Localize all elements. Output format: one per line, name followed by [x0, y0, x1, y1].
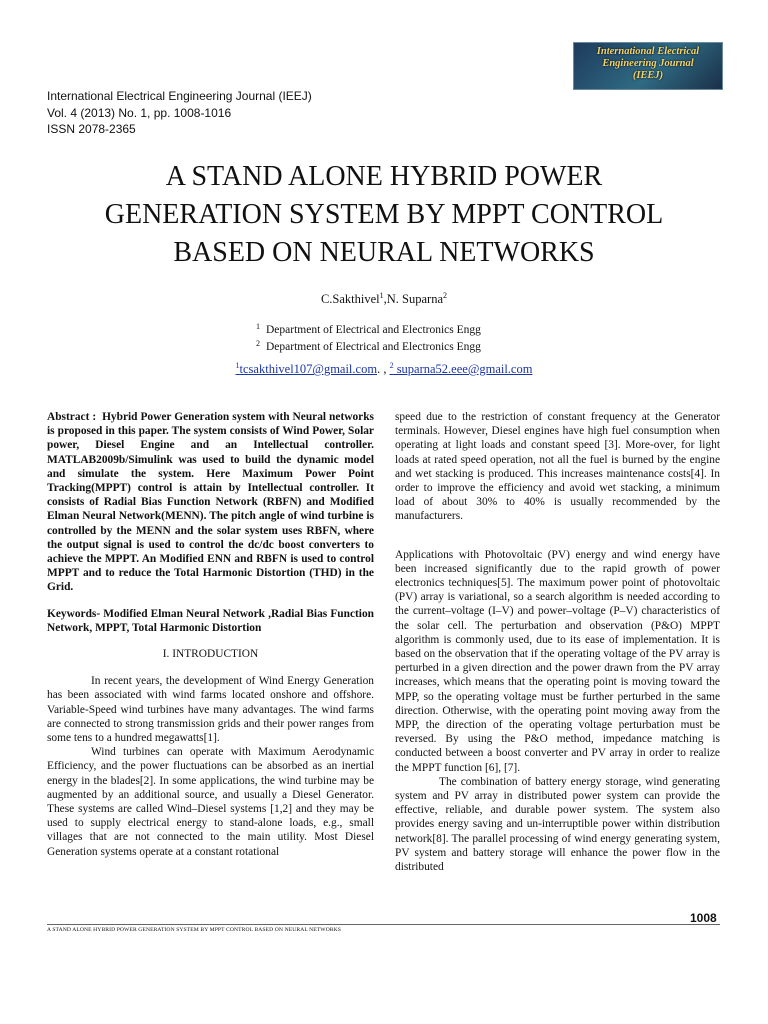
intro-paragraph-1: In recent years, the development of Wind Energy Generation has been associated with wind farms located onshore and offshore. Variable-Speed wind turbines have many advantages. The wind farms are connected to strong transmission grids and their power ranges from some tens to a hundred megawatts[1].: [47, 675, 374, 745]
author-1: C.Sakthivel: [320, 292, 380, 307]
title-line-2: GENERATION SYSTEM BY MPPT CONTROL: [104, 199, 664, 230]
logo-line-2: Engineering Journal: [602, 58, 694, 69]
title-line-1: A STAND ALONE HYBRID POWER: [165, 161, 603, 192]
right-paragraph-1: speed due to the restriction of constant frequency at the Generator terminals. However, Diesel engines have high fuel consumption when operating at light loads and constant speed [3]. More-over, for light loads at rated speed operation, not all the fuel is burned by the engine and wet stacking is produced. This increases maintenance costs[4]. In order to improve the efficiency and avoid wet stacking, a minimum load of about 30% to 40% is usually recommended by the manufacturers.: [395, 411, 720, 523]
author-2: N. Suparna: [386, 292, 444, 307]
authors: [0, 291, 768, 307]
affiliation-2: [256, 337, 481, 354]
journal-logo: [573, 42, 723, 90]
author-emails: [0, 361, 768, 377]
journal-issn: ISSN 2078-2365: [47, 122, 136, 136]
email-1-text: tcsakthivel107@gmail.com: [239, 362, 378, 377]
paper-title: [40, 158, 728, 272]
email-1-sup: 1: [235, 361, 240, 370]
affiliation-2-text: Department of Electrical and Electronics Engg: [266, 341, 481, 353]
affiliations: [256, 320, 481, 354]
author-2-sup: 2: [443, 291, 448, 300]
author-1-sup: 1: [379, 291, 384, 300]
logo-line-1: International Electrical: [596, 46, 700, 57]
right-column: [395, 410, 720, 874]
email-link-2[interactable]: [390, 362, 533, 376]
affiliation-1-text: Department of Electrical and Electronics Engg: [266, 324, 481, 336]
abstract-text: Hybrid Power Generation system with Neural networks is proposed in this paper. The system consists of Wind Power, Solar power, Diesel Engine and an Intellectual controller. MATLAB2009b/Simulink was used to build the dynamic model and simulate the system. Here Maximum Power Point Tracking(MPPT) control is attain by Intellectual controller. It consists of Radial Bias Function Network (RBFN) and Modified Elman Neural Network(MENN). The pitch angle of wind turbine is controlled by the MENN and the solar system uses RBFN, where the output signal is used to control the dc/dc boost converters to achieve the MPPT. An Modified ENN and RBFN is used to control MPPT and to reduce the Total Harmonic Distortion (THD) in the Grid.: [47, 411, 374, 594]
affiliation-1-sup: 1: [256, 322, 260, 331]
footer-divider: [47, 924, 720, 925]
abstract-label: Abstract :: [47, 411, 97, 423]
email-2-sup: 2: [389, 361, 394, 370]
running-footer: A STAND ALONE HYBRID POWER GENERATION SYSTEM BY MPPT CONTROL BASED ON NEURAL NETWORKS: [47, 927, 342, 933]
intro-heading: I. INTRODUCTION: [162, 648, 259, 661]
right-paragraph-2: Applications with Photovoltaic (PV) energy and wind energy have been increased significantly due to the rapid growth of power electronics techniques[5]. The maximum power point of photovoltaic (PV) array is variational, so a search algorithm is needed according to the current–voltage (I–V) and power–voltage (P–V) characteristics of the solar cell. The perturbation and observation (P&O) MPPT algorithm is commonly used, due to its ease of implementation. It is based on the observation that if the operating voltage of the PV array is perturbed in a given direction and the power drawn from the PV array increases, which means that the operating point is moving toward the MPP, so the operating voltage must be further perturbed in the same direction. Otherwise, with the operating point moving away from the MPP, the direction of the operating voltage perturbation must be reversed. By using the P&O method, impedance matching is conducted between a boost converter and PV array in order to realize the MPPT function [6], [7].: [395, 548, 720, 774]
affiliation-2-sup: 2: [256, 339, 260, 348]
logo-line-3: (IEEJ): [632, 70, 664, 81]
email-2-text: suparna52.eee@gmail.com: [393, 362, 533, 377]
author-sep: ,: [383, 292, 387, 307]
left-column: [47, 410, 374, 859]
abstract: [47, 410, 374, 595]
right-paragraph-3: The combination of battery energy storage, wind generating system and PV array in distributed power system can provide the effective, reliable, and durable power system. The system also provides energy saving and un-interruptible power within distribution network[8]. The parallel processing of wind energy generating system, PV system and battery storage will enhance the power flow in the distributed: [395, 775, 720, 874]
intro-paragraph-2: Wind turbines can operate with Maximum Aerodynamic Efficiency, and the power fluctuations can be absorbed as an inertial energy in the blades[2]. In some applications, the wind turbine may be augmented by an additional source, and usually a Diesel Generator. These systems are called Wind–Diesel systems [1,2] and they may be used to supply electrical energy to stand-alone loads, e.g., small villages that are not connected to the main utility. Most Diesel Generation systems operate at a constant rotational: [47, 746, 374, 858]
journal-header: [47, 88, 312, 138]
journal-name: International Electrical Engineering Journal (IEEJ): [47, 89, 312, 103]
email-link-1[interactable]: [236, 362, 378, 376]
title-line-3: BASED ON NEURAL NETWORKS: [173, 237, 595, 268]
journal-volume: Vol. 4 (2013) No. 1, pp. 1008-1016: [47, 105, 232, 120]
affiliation-1: [256, 320, 481, 337]
page-number: 1008: [690, 911, 717, 925]
keywords: Keywords- Modified Elman Neural Network ,Radial Bias Function Network, MPPT, Total Harmonic Distortion: [47, 607, 374, 634]
email-sep: . ,: [377, 362, 390, 377]
